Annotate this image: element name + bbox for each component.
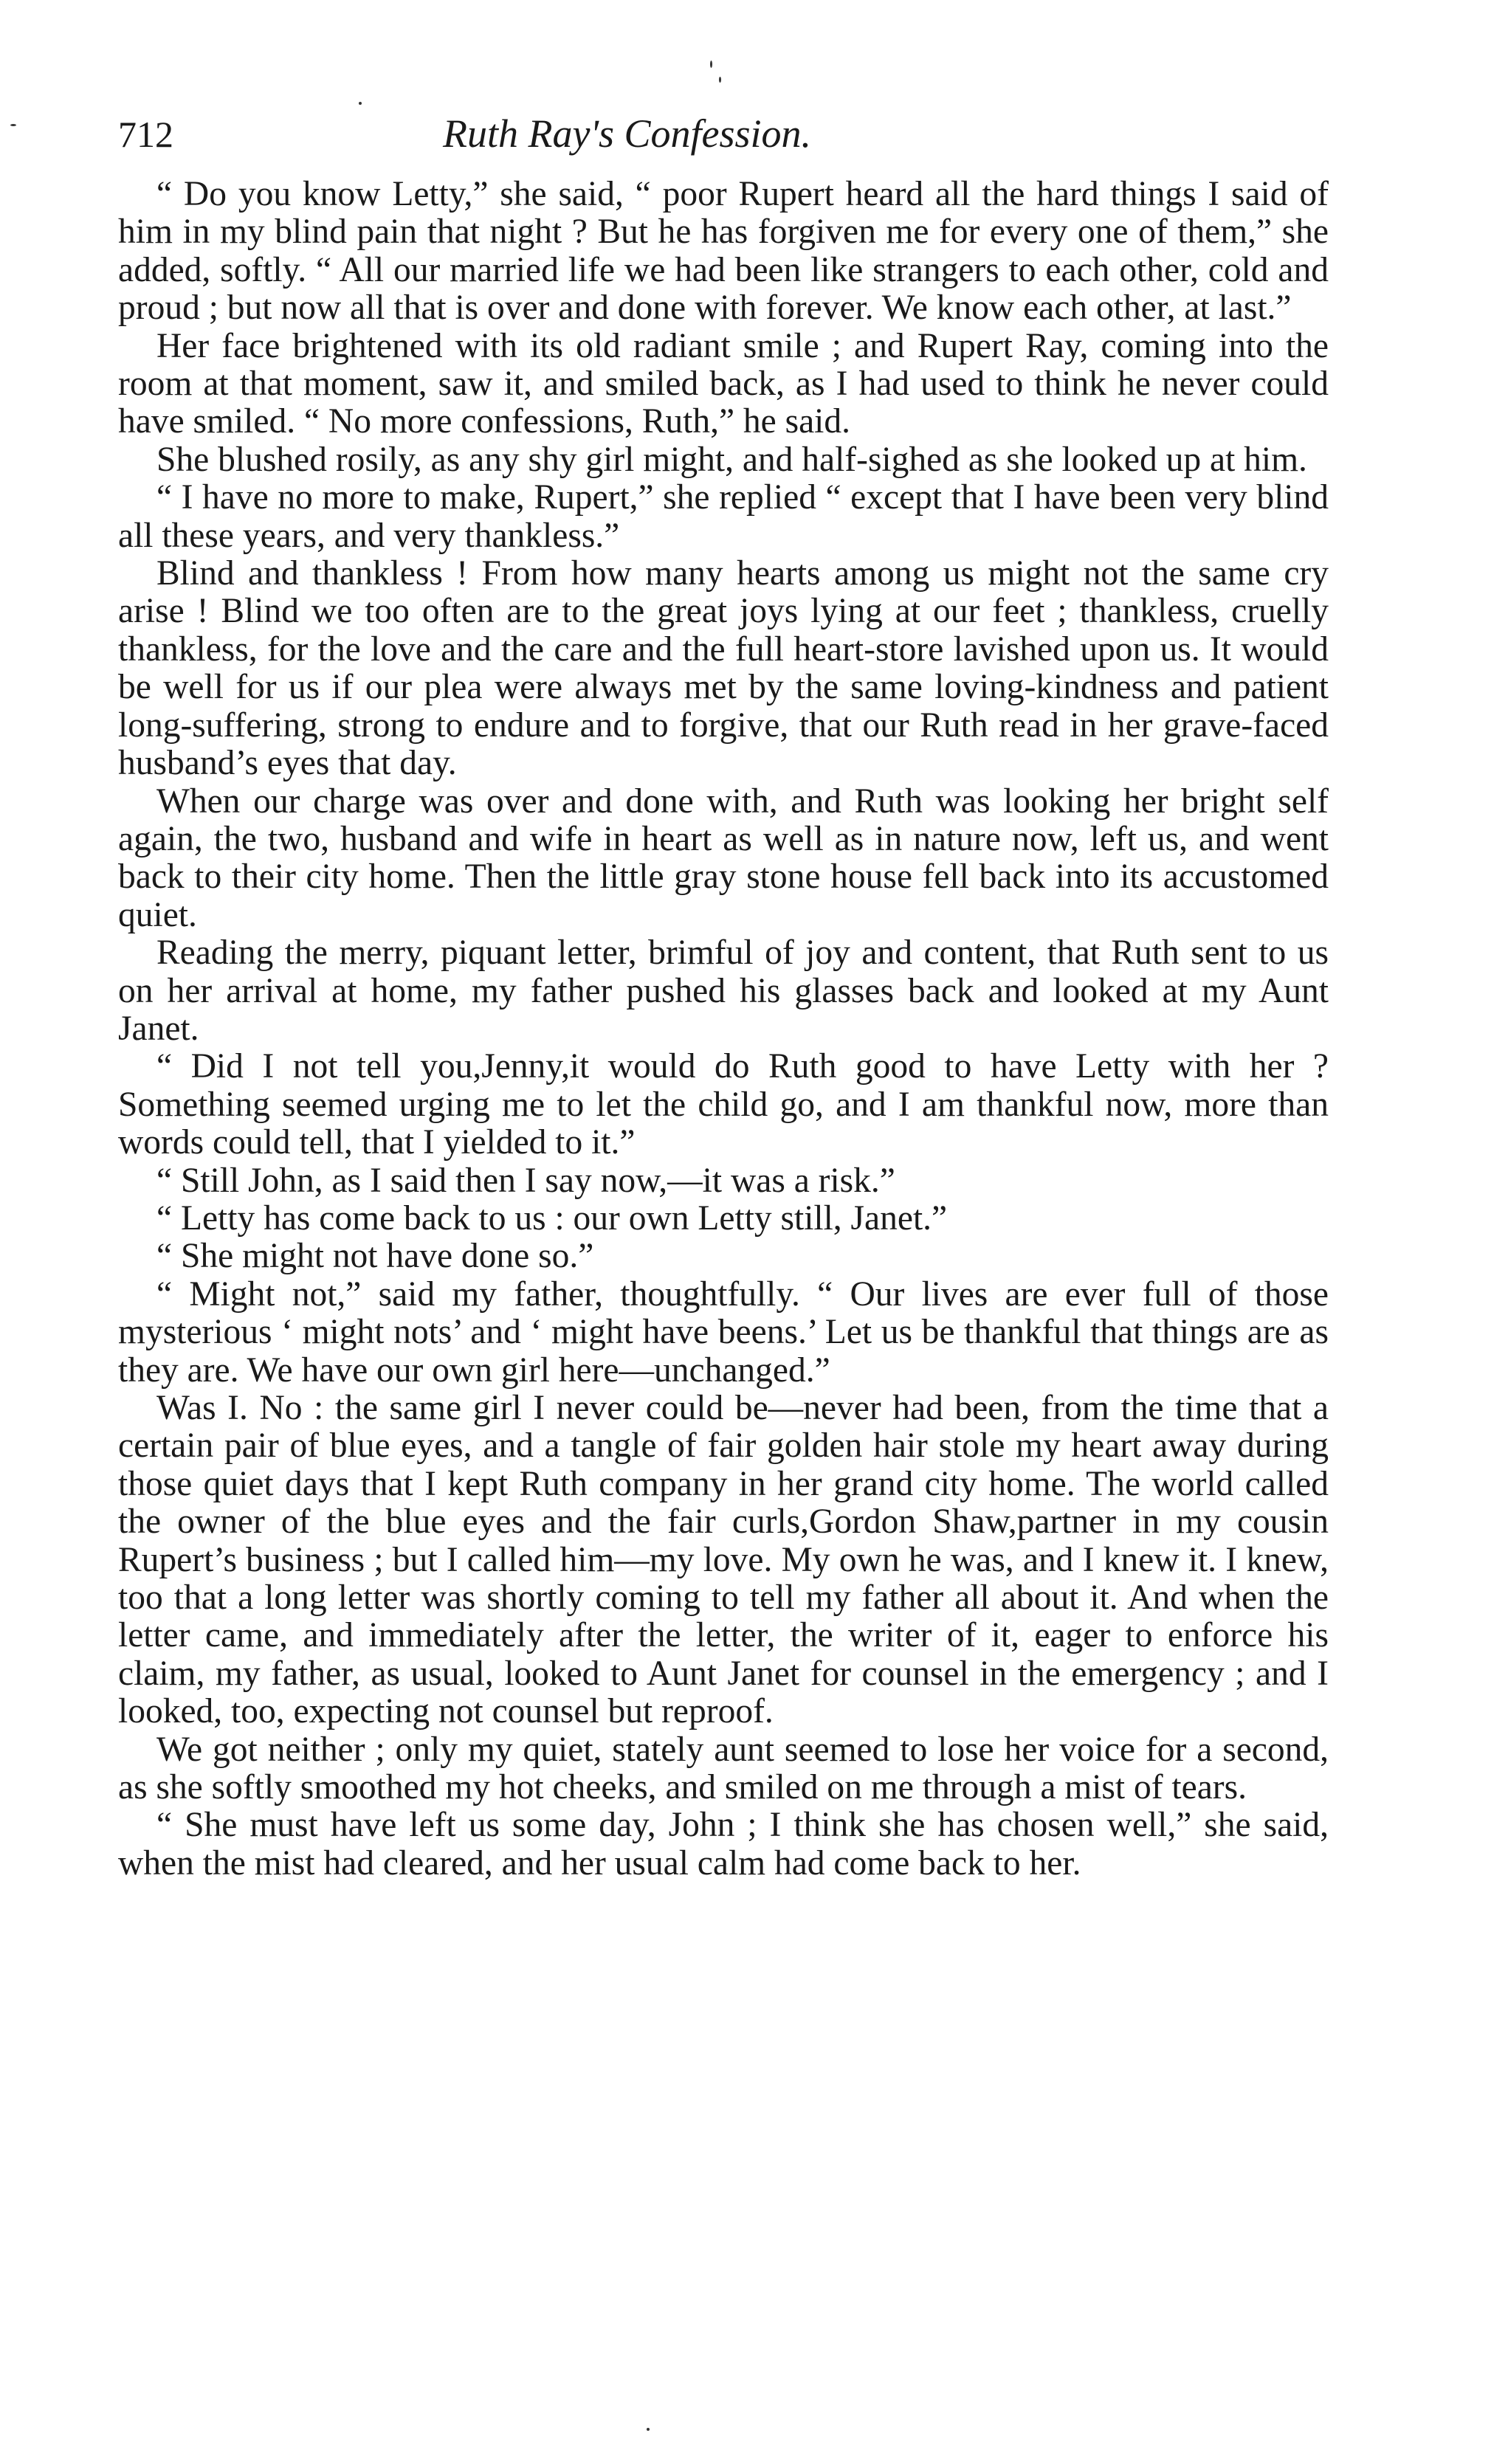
book-page bbox=[118, 111, 1329, 1882]
body-text bbox=[118, 176, 1329, 1882]
print-speck bbox=[647, 2428, 650, 2431]
page-number: 712 bbox=[118, 114, 173, 155]
paragraph: Reading the merry, piquant letter, brimful of joy and content, that Ruth sent to us on her arrival at home, my father pushed his glasses back and looked at my Aunt Janet. bbox=[118, 934, 1329, 1048]
paragraph: Was I. No : the same girl I never could be—never had been, from the time that a certain pair of blue eyes, and a tangle of fair golden hair stole my heart away during those quiet days that I kept Ruth company in her grand city home. The world called the owner of the blue eyes and the fair curls,Gordon Shaw,partner in my cousin Rupert’s business ; but I called him—my love. My own he was, and I knew it. I knew, too that a long letter was shortly coming to tell my father all about it. And when the letter came, and immediately after the letter, the writer of it, eager to enforce his claim, my father, as usual, looked to Aunt Janet for counsel in the emergency ; and I looked, too, expecting not counsel but reproof. bbox=[118, 1389, 1329, 1731]
paragraph: She blushed rosily, as any shy girl might, and half-sighed as she looked up at him. bbox=[156, 440, 1307, 479]
paragraph: “ She might not have done so.” bbox=[156, 1237, 594, 1276]
paragraph: “ Might not,” said my father, thoughtfully. “ Our lives are ever full of those mysterious ‘ might nots’ and ‘ might have beens.’ Let us be thankful that things are as they are. We have our own girl here—unchanged.” bbox=[118, 1274, 1329, 1390]
print-speck bbox=[359, 102, 362, 105]
paragraph: We got neither ; only my quiet, stately aunt seemed to lose her voice for a second, as she softly smoothed my hot cheeks, and smiled on me through a mist of tears. bbox=[118, 1730, 1329, 1807]
paragraph: “ She must have left us some day, John ; I think she has chosen well,” she said, when the mist had cleared, and her usual calm had come back to her. bbox=[118, 1806, 1329, 1882]
page-header bbox=[118, 111, 1329, 170]
paragraph: Her face brightened with its old radiant smile ; and Rupert Ray, coming into the room at that moment, saw it, and smiled back, as I had used to think he never could have smiled. “ No more confessions, Ruth,” he said. bbox=[118, 326, 1329, 441]
paragraph: Blind and thankless ! From how many hearts among us might not the same cry arise ! Blind we too often are to the great joys lying at our feet ; thankless, cruelly thankless, for the love and the care and the full heart-store lavished upon us. It would be well for us if our plea were always met by the same loving-kindness and patient long-suffering, strong to endure and to forgive, that our Ruth read in her grave-faced husband’s eyes that day. bbox=[118, 554, 1329, 783]
paragraph: When our charge was over and done with, and Ruth was looking her bright self again, the two, husband and wife in heart as well as in nature now, left us, and went back to their city home. Then the little gray stone house fell back into its accustomed quiet. bbox=[118, 781, 1329, 934]
paragraph: “ Did I not tell you,Jenny,it would do Ruth good to have Letty with her ? Something seemed urging me to let the child go, and I am thankful now, more than words could tell, that I yielded to it.” bbox=[118, 1047, 1329, 1162]
print-speck bbox=[719, 77, 721, 83]
paragraph: “ Still John, as I said then I say now,—it was a risk.” bbox=[156, 1161, 895, 1200]
print-speck bbox=[10, 124, 16, 126]
paragraph: “ I have no more to make, Rupert,” she replied “ except that I have been very blind all these years, and very thankless.” bbox=[118, 478, 1329, 555]
running-title: Ruth Ray's Confession. bbox=[443, 111, 812, 156]
paragraph: “ Do you know Letty,” she said, “ poor Rupert heard all the hard things I said of him in my blind pain that night ? But he has forgiven me for every one of them,” she added, softly. “ All our married life we had been like strangers to each other, cold and proud ; but now all that is over and done with forever. We know each other, at last.” bbox=[118, 175, 1329, 328]
print-speck bbox=[710, 61, 712, 68]
paragraph: “ Letty has come back to us : our own Letty still, Janet.” bbox=[156, 1198, 948, 1238]
